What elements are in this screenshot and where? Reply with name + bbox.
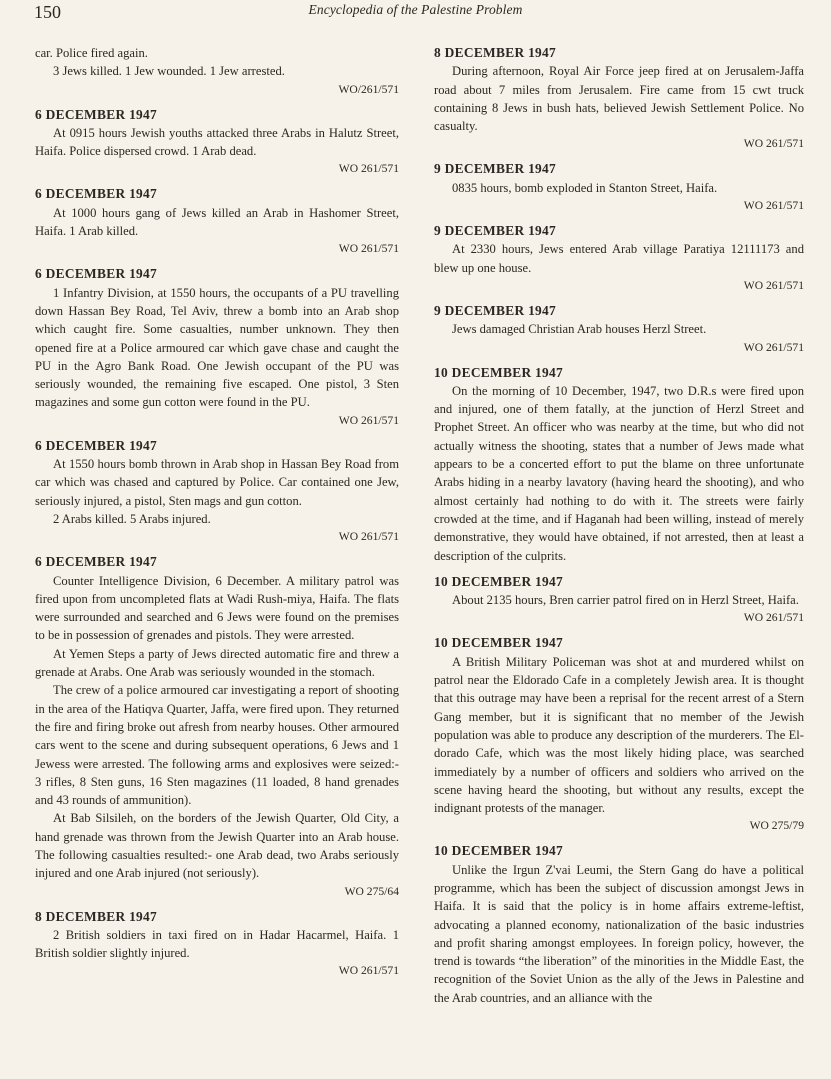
log-entry xyxy=(35,106,399,178)
entry-date: 10 DECEMBER 1947 xyxy=(434,364,564,380)
entry-date: 6 DECEMBER 1947 xyxy=(35,106,158,122)
source-reference: WO/261/571 xyxy=(338,82,399,96)
log-entry xyxy=(35,185,399,257)
log-entry xyxy=(434,160,804,214)
entry-date: 10 DECEMBER 1947 xyxy=(434,573,564,589)
entry-date: 8 DECEMBER 1947 xyxy=(35,908,158,924)
entry-paragraph: 0835 hours, bomb exploded in Stanton Street, Haifa. xyxy=(452,180,718,195)
entry-date: 10 DECEMBER 1947 xyxy=(434,635,564,651)
source-reference: WO 261/571 xyxy=(743,340,804,354)
log-entry xyxy=(434,44,804,152)
source-reference: WO 261/571 xyxy=(743,137,804,151)
entry-paragraph: Unlike the Irgun Z'vai Leumi, the Stern Gang do have a political programme, which has been the subject of discussion amongst Jews in Haifa. It is said that the policy is in home affairs extreme-leftist, advocating a planned economy, nationalization of the basic industries and profit sharing amongst employees. In foreign policy, however, the trend is towards “the liberation” of the minorities in the Middle East, the recognition of the Soviet Union as the ally of the Jews in Palestine and the Arab countries, and an alliance with the xyxy=(434,862,804,1005)
log-entry xyxy=(35,265,399,428)
entry-paragraph: At Yemen Steps a party of Jews directed automatic fire and threw a grenade at Arabs. One Arab was seriously wounded in the stomach. xyxy=(35,646,399,680)
log-entry xyxy=(434,573,804,627)
log-entry xyxy=(35,437,399,545)
source-reference: WO 261/571 xyxy=(743,278,804,292)
entry-paragraph: A British Military Policeman was shot at and murdered whilst on patrol near the Eldorado Cafe in a completely Jewish area. It is thought that this outrage may have been a reprisal for the recent arrest of a Stern Gang member, but it is significant that no member of the Jewish population was able to produce any description of the murderers. The El-dorado Cafe, which was the most likely hiding place, was searched immediately by a number of officers and soldiers who arrived on the scene having heard the shooting, but without any results, except the indignant protests of the manager. xyxy=(434,654,804,816)
left-column xyxy=(35,44,399,979)
log-entry xyxy=(35,553,399,899)
entry-date: 6 DECEMBER 1947 xyxy=(35,437,158,453)
source-reference: WO 275/79 xyxy=(749,819,804,833)
source-reference: WO 261/571 xyxy=(338,242,399,256)
source-reference: WO 261/571 xyxy=(743,611,804,625)
entry-date: 6 DECEMBER 1947 xyxy=(35,266,158,282)
entry-paragraph: At 0915 hours Jewish youths attacked three Arabs in Halutz Street, Haifa. Police dispersed crowd. 1 Arab dead. xyxy=(35,125,399,159)
entry-paragraph: About 2135 hours, Bren carrier patrol fired on in Herzl Street, Haifa. xyxy=(452,593,799,608)
entry-paragraph: At 2330 hours, Jews entered Arab village Paratiya 12111173 and blew up one house. xyxy=(434,242,804,275)
running-title: Encyclopedia of the Palestine Problem xyxy=(308,2,523,17)
source-reference: WO 261/571 xyxy=(338,162,399,176)
entry-date: 9 DECEMBER 1947 xyxy=(434,161,557,177)
entry-paragraph: At 1000 hours gang of Jews killed an Arab in Hashomer Street, Haifa. 1 Arab killed. xyxy=(35,205,399,239)
source-reference: WO 261/571 xyxy=(338,964,399,978)
entry-date: 9 DECEMBER 1947 xyxy=(434,223,557,239)
entry-paragraph: 3 Jews killed. 1 Jew wounded. 1 Jew arrested. xyxy=(53,64,285,79)
entry-paragraph: At 1550 hours bomb thrown in Arab shop in Hassan Bey Road from car which was chased and captured by Police. Car contained one Jew, seriously injured, a pistol, Sten mags and gun cotton. xyxy=(35,457,399,508)
entry-paragraph: On the morning of 10 December, 1947, two D.R.s were fired upon and injured, one of them fatally, at the junction of Herzl Street and Prophet Street. An officer who was nearby at the time, but who did not actually witness the shooting, states that a number of Jews made what appears to be a concerted effort to put the blame on three unfortunate Arabs hiding in a nearby lavatory (having heard the shooting), and who almost certainly had nothing to do with it. The streets were fairly crowded at the time, and if Haganah had been willing, instead of merely demonstrative, they would have obtained, if not arrested, then at least a description of the culprits. xyxy=(434,383,804,563)
entry-date: 6 DECEMBER 1947 xyxy=(35,186,158,202)
log-entry xyxy=(434,634,804,834)
log-entry xyxy=(35,908,399,980)
source-reference: WO 275/64 xyxy=(344,884,399,898)
source-reference: WO 261/571 xyxy=(338,530,399,544)
entry-paragraph: 2 British soldiers in taxi fired on in Hadar Hacarmel, Haifa. 1 British soldier slightly injured. xyxy=(35,927,399,961)
entry-date: 9 DECEMBER 1947 xyxy=(434,302,557,318)
entry-paragraph: At Bab Silsileh, on the borders of the Jewish Quarter, Old City, a hand grenade was thrown from the Jewish Quarter into an Arab house. The following casualties resulted:- one Arab dead, two Arabs seriously injured and one Arab injured (not seriously). xyxy=(35,811,399,881)
page-header xyxy=(0,0,831,24)
right-column xyxy=(434,44,804,1007)
entry-paragraph: Jews damaged Christian Arab houses Herzl Street. xyxy=(452,322,707,337)
entry-paragraph: 2 Arabs killed. 5 Arabs injured. xyxy=(53,511,211,526)
log-entry xyxy=(434,222,804,294)
log-entry xyxy=(434,364,804,565)
log-entry xyxy=(434,842,804,1007)
entry-paragraph: During afternoon, Royal Air Force jeep fired at on Jerusalem-Jaffa road about 7 miles from Jerusalem. Fire came from 15 cwt truck containing 8 Jews in bush hats, believed Jewish Settlement Police. No casualty. xyxy=(434,64,804,134)
page-number: 150 xyxy=(34,2,61,22)
entry-date: 6 DECEMBER 1947 xyxy=(35,554,158,570)
entry-date: 10 DECEMBER 1947 xyxy=(434,843,564,859)
log-entry xyxy=(35,44,399,98)
source-reference: WO 261/571 xyxy=(743,199,804,213)
source-reference: WO 261/571 xyxy=(338,413,399,427)
log-entry xyxy=(434,302,804,356)
entry-date: 8 DECEMBER 1947 xyxy=(434,45,557,60)
entry-paragraph: Counter Intelligence Division, 6 December. A military patrol was fired upon from uncompleted flats at Wadi Rush-miya, Haifa. The flats were surrounded and searched and 6 Jews were found on the premises to be in possession of grenades and pistols. They were arrested. xyxy=(35,573,399,643)
entry-paragraph: car. Police fired again. xyxy=(35,46,148,60)
entry-paragraph: The crew of a police armoured car investigating a report of shooting in the area of the Hatiqva Quarter, Jaffa, were fired upon. They returned the fire and firing broke out afresh from nearby houses. Other armoured cars went to the scene and during subsequent operations, 6 Jews and 1 Jewess were arrested. The following arms and explosives were seized:- 3 rifles, 8 Sten guns, 16 Sten magazines (11 loaded, 8 hand grenades and 43 rounds of ammunition). xyxy=(35,683,399,808)
entry-paragraph: 1 Infantry Division, at 1550 hours, the occupants of a PU travelling down Hassan Bey Road, Tel Aviv, threw a bomb into an Arab shop which caught fire. Some casualties, number unknown. They then opened fire at a Police armoured car which gave chase and caught the PU in the Agro Bank Road. One Jewish occupant of the PU was seriously wounded, the remaining five escaped. One pistol, 3 Sten magazines and some gun cotton were found in the PU. xyxy=(35,285,399,410)
